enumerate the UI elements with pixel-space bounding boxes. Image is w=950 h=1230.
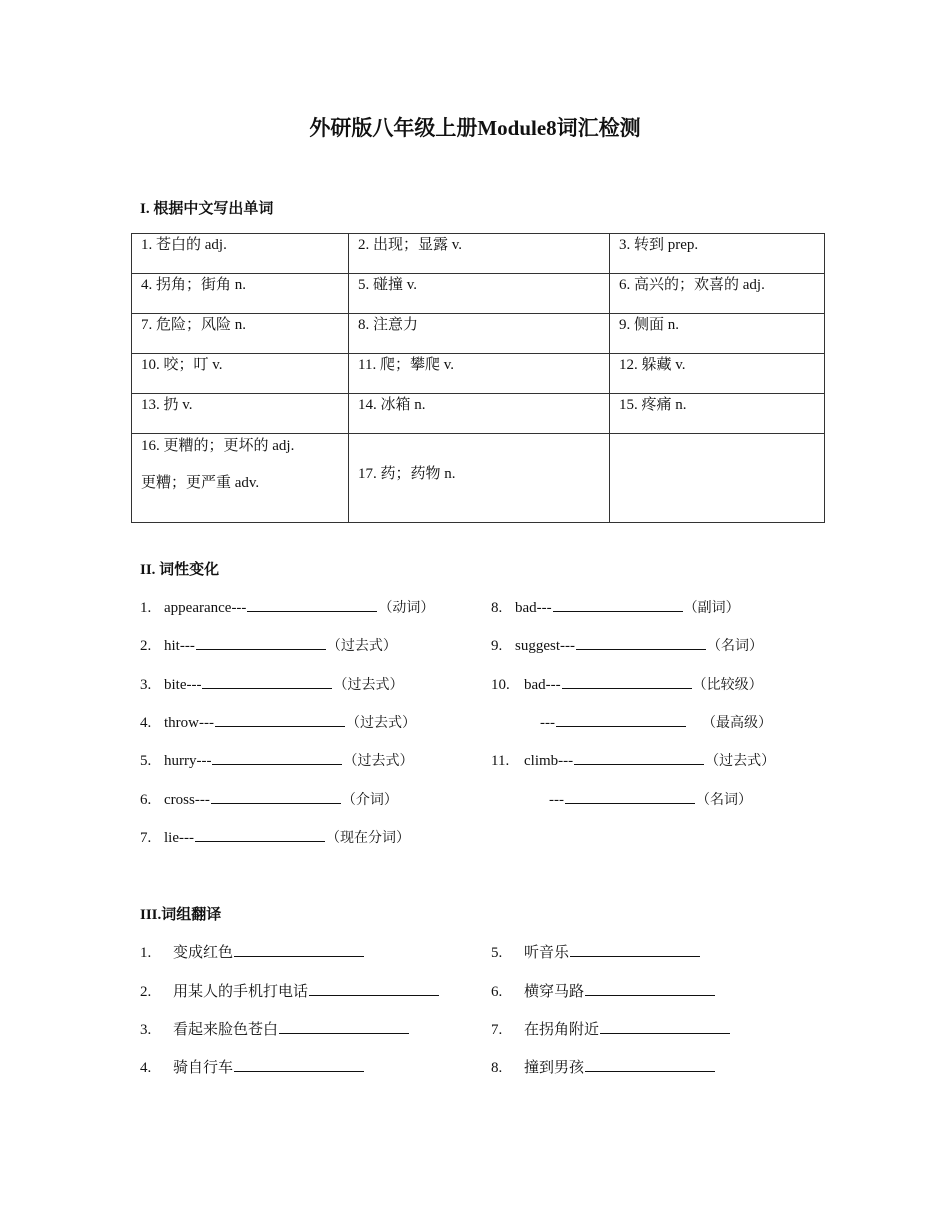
word-form-item [540,712,772,732]
word-form-item [491,597,740,617]
answer-blank[interactable] [600,1019,730,1034]
item-word: --- [540,715,555,731]
answer-blank[interactable] [576,635,706,650]
word-form-item [140,712,416,732]
item-number: 3. [140,677,152,693]
item-hint: （名词） [696,792,752,808]
item-phrase: 变成红色 [173,945,234,961]
word-form-item [140,789,398,809]
item-number: 4. [140,715,152,731]
item-hint: （副词） [683,600,740,616]
answer-blank[interactable] [202,674,332,689]
item-hint: （最高级） [702,715,772,731]
phrase-item [140,1018,410,1039]
answer-blank[interactable] [565,789,695,804]
word-form-item [140,674,403,694]
table-cell [132,434,349,523]
word-form-item [491,750,775,770]
word-form-item [491,635,763,655]
table-row [132,274,825,314]
item-word: bad--- [515,600,552,616]
item-hint: （现在分词） [325,830,410,846]
answer-blank[interactable] [247,597,377,612]
item-number: 2. [140,638,152,654]
section-3-heading: III.词组翻译 [140,907,222,923]
table-cell: 6. 高兴的；欢喜的 adj. [610,274,825,314]
answer-blank[interactable] [309,981,439,996]
item-number: 5. [140,753,152,769]
word-form-item [140,827,410,847]
phrase-item [491,1018,731,1039]
table-row [132,354,825,394]
page-title: 外研版八年级上册Module8词汇检测 [309,116,641,140]
table-cell: 15. 疼痛 n. [610,394,825,434]
answer-blank[interactable] [195,827,325,842]
item-hint: （过去式） [705,753,776,769]
item-number: 1. [140,600,152,616]
item-phrase: 撞到男孩 [524,1060,585,1076]
table-row [132,434,825,523]
phrase-item [140,980,440,1001]
item-word: hit--- [164,638,195,654]
table-cell: 14. 冰箱 n. [349,394,610,434]
answer-blank[interactable] [196,635,326,650]
item-hint: （过去式） [326,638,397,654]
item-phrase: 骑自行车 [173,1060,234,1076]
table-row [132,394,825,434]
item-number: 2. [140,984,152,1000]
item-word: appearance--- [164,600,247,616]
table-cell: 17. 药；药物 n. [349,434,610,523]
table-row [132,314,825,354]
section-2-heading: II. 词性变化 [140,562,220,578]
item-number: 9. [491,638,503,654]
phrase-item [491,1056,716,1077]
item-number: 11. [491,753,510,769]
item-hint: （比较级） [692,677,763,693]
item-number: 6. [140,792,152,808]
item-word: bad--- [524,677,561,693]
answer-blank[interactable] [553,597,683,612]
word-form-item [140,750,413,770]
item-number: 7. [491,1022,503,1038]
item-phrase: 用某人的手机打电话 [173,984,309,1000]
answer-blank[interactable] [234,1057,364,1072]
item-word: cross--- [164,792,210,808]
word-form-item [140,597,434,617]
phrase-item [140,1056,365,1077]
answer-blank[interactable] [212,750,342,765]
item-number: 8. [491,1060,503,1076]
item-word: throw--- [164,715,214,731]
answer-blank[interactable] [570,942,700,957]
item-number: 3. [140,1022,152,1038]
answer-blank[interactable] [211,789,341,804]
item-phrase: 听音乐 [524,945,570,961]
table-cell: 4. 拐角；街角 n. [132,274,349,314]
answer-blank[interactable] [562,674,692,689]
item-word: bite--- [164,677,202,693]
item-hint: （动词） [378,600,435,616]
table-cell: 2. 出现；显露 v. [349,234,610,274]
cell-line: 16. 更糟的；更坏的 adj. [141,438,295,454]
item-hint: （介词） [341,792,398,808]
answer-blank[interactable] [585,981,715,996]
answer-blank[interactable] [574,750,704,765]
item-hint: （过去式） [333,677,404,693]
item-number: 8. [491,600,503,616]
section-1-heading: I. 根据中文写出单词 [140,201,274,217]
table-cell: 12. 躲藏 v. [610,354,825,394]
answer-blank[interactable] [215,712,345,727]
item-number: 5. [491,945,503,961]
answer-blank[interactable] [234,942,364,957]
table-cell: 11. 爬；攀爬 v. [349,354,610,394]
table-cell [610,434,825,523]
answer-blank[interactable] [556,712,686,727]
table-cell: 10. 咬；叮 v. [132,354,349,394]
item-hint: （名词） [707,638,763,654]
table-cell: 1. 苍白的 adj. [132,234,349,274]
table-cell: 5. 碰撞 v. [349,274,610,314]
word-form-item [549,789,752,809]
item-hint: （过去式） [343,753,414,769]
item-phrase: 在拐角附近 [524,1022,600,1038]
phrase-item [491,941,701,962]
item-number: 7. [140,830,152,846]
item-word: --- [549,792,564,808]
table-cell: 7. 危险；风险 n. [132,314,349,354]
table-row [132,234,825,274]
item-phrase: 看起来脸色苍白 [173,1022,279,1038]
item-word: suggest--- [515,638,575,654]
phrase-item [140,941,365,962]
item-number: 4. [140,1060,152,1076]
table-cell: 8. 注意力 [349,314,610,354]
table-cell: 9. 侧面 n. [610,314,825,354]
item-word: climb--- [524,753,574,769]
word-form-item [491,674,763,694]
word-form-item [140,635,397,655]
phrase-item [491,980,716,1001]
item-number: 6. [491,984,503,1000]
item-number: 1. [140,945,152,961]
item-hint: （过去式） [345,715,416,731]
item-phrase: 横穿马路 [524,984,585,1000]
cell-line: 更糟；更严重 adv. [141,475,260,491]
answer-blank[interactable] [279,1019,409,1034]
item-word: hurry--- [164,753,212,769]
item-number: 10. [491,677,510,693]
vocab-table [131,233,825,523]
table-cell: 3. 转到 prep. [610,234,825,274]
table-cell: 13. 扔 v. [132,394,349,434]
item-word: lie--- [164,830,194,846]
answer-blank[interactable] [585,1057,715,1072]
